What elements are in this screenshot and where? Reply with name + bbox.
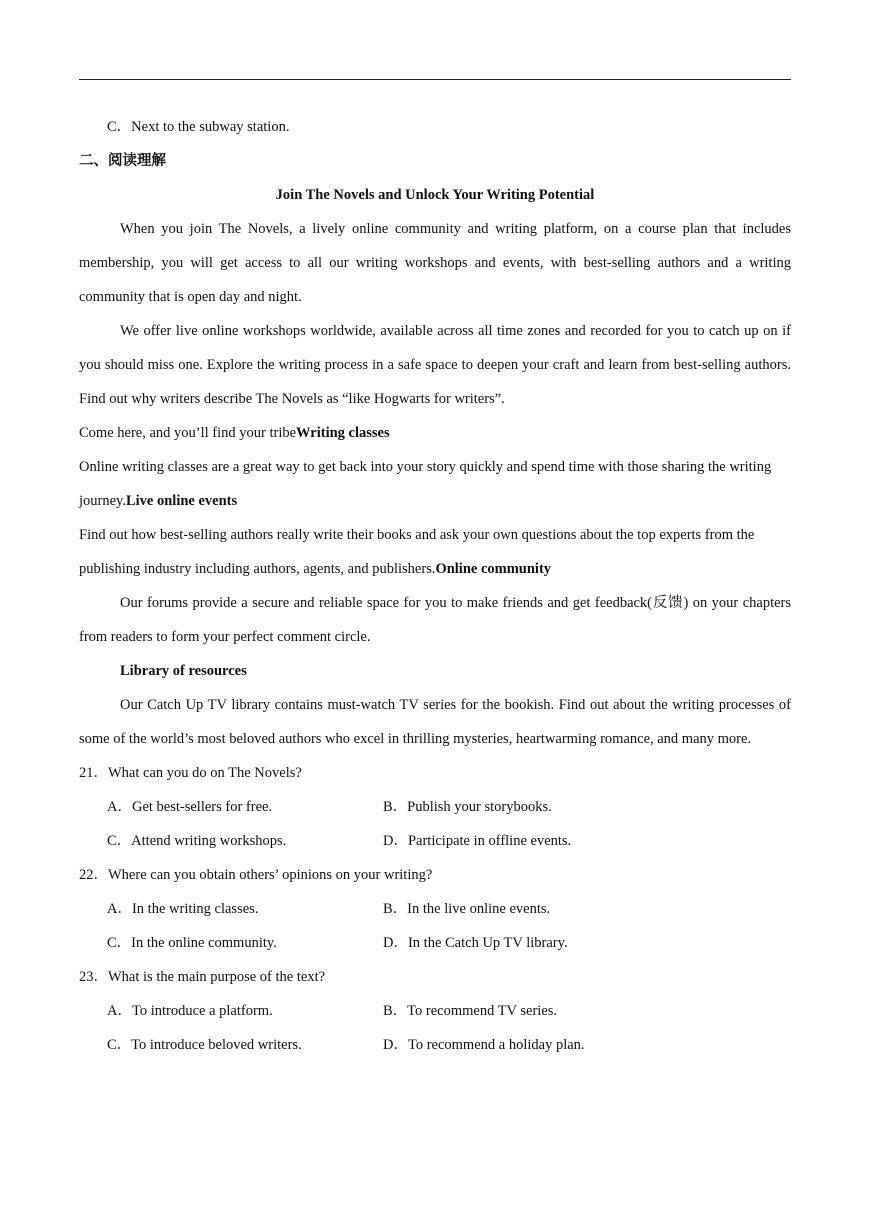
subheading-writing-classes: Writing classes — [296, 425, 390, 441]
option-c: C．Attend writing workshops. — [107, 833, 287, 849]
question-stem: 23．What is the main purpose of the text? — [79, 969, 326, 985]
option-d: D．To recommend a holiday plan. — [383, 1037, 585, 1053]
option-c: C．In the online community. — [107, 935, 277, 951]
article-paragraph-2: We offer live online workshops worldwide, available across all time zones and recorded for you to catch up on if you should miss one. Explore the writing process in a safe space to deepen your craft and learn from best-selling authors. Find out why writers describe The Novels as “like Hogwarts for writers”. — [79, 323, 791, 407]
option-d: D．In the Catch Up TV library. — [383, 935, 568, 951]
article-title: Join The Novels and Unlock Your Writing Potential — [275, 187, 595, 203]
document-body — [79, 110, 791, 1062]
subheading-online-community: Online community — [435, 561, 552, 577]
option-row — [79, 926, 791, 960]
article-paragraph-5 — [79, 518, 791, 586]
paragraph-text: Online writing classes are a great way to get back into your story quickly and spend time with those sharing the writing journey. — [79, 459, 772, 509]
subheading-live-online-events: Live online events — [125, 493, 238, 509]
option-row — [79, 892, 791, 926]
section-heading: 二、阅读理解 — [79, 153, 166, 169]
article-paragraph-1: When you join The Novels, a lively online community and writing platform, on a course plan that includes membership, you will get access to all our writing workshops and events, with best-selling authors and a writing community that is open day and night. — [79, 221, 791, 305]
option-row — [79, 824, 791, 858]
option-b: B．Publish your storybooks. — [383, 799, 552, 815]
option-c: C．To introduce beloved writers. — [107, 1037, 302, 1053]
question-21 — [79, 756, 791, 858]
subheading-library-of-resources: Library of resources — [120, 663, 247, 679]
article-paragraph-3 — [79, 416, 791, 450]
article-paragraph-4 — [79, 450, 791, 518]
paragraph-text: Come here, and you’ll find your tribe — [79, 425, 297, 441]
option-d: D．Participate in offline events. — [383, 833, 572, 849]
header-rule — [79, 79, 791, 80]
option-b: B．To recommend TV series. — [383, 1003, 558, 1019]
option-a: A．Get best-sellers for free. — [107, 799, 273, 815]
question-23 — [79, 960, 791, 1062]
option-row — [79, 790, 791, 824]
option-row — [79, 994, 791, 1028]
option-a: A．In the writing classes. — [107, 901, 259, 917]
article-paragraph-6: Our forums provide a secure and reliable space for you to make friends and get feedback(反馈) on your chapters from readers to form your perfect comment circle. — [79, 595, 791, 645]
question-22 — [79, 858, 791, 960]
question-stem: 21．What can you do on The Novels? — [79, 765, 302, 781]
question-stem: 22．Where can you obtain others’ opinions on your writing? — [79, 867, 433, 883]
option-row — [79, 1028, 791, 1062]
previous-question-option: C．Next to the subway station. — [107, 119, 290, 135]
option-b: B．In the live online events. — [383, 901, 551, 917]
option-a: A．To introduce a platform. — [107, 1003, 273, 1019]
paragraph-text: Find out how best-selling authors really write their books and ask your own questions about the top experts from the publishing industry including authors, agents, and publishers. — [79, 527, 755, 577]
article-paragraph-8: Our Catch Up TV library contains must-watch TV series for the bookish. Find out about the writing processes of some of the world’s most beloved authors who excel in thrilling mysteries, heartwarming romance, and many more. — [79, 697, 791, 747]
